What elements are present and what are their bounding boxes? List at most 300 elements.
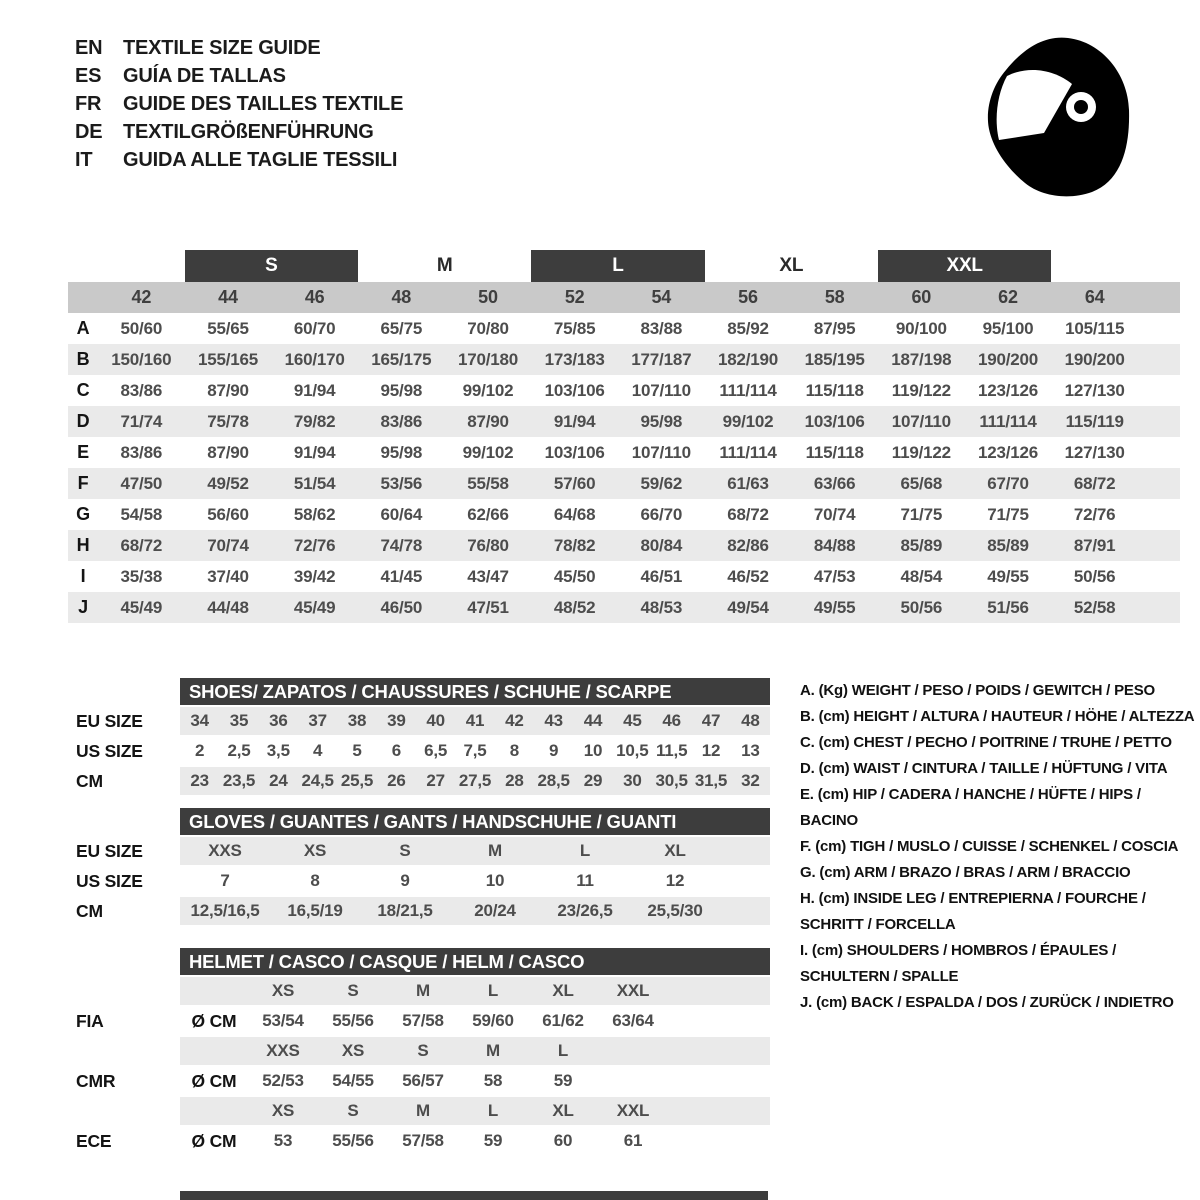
measure-value: 87/91: [1073, 535, 1116, 555]
legend-text: SHOULDERS / HOMBROS / ÉPAULES / SCHULTERN / SPALLE: [800, 942, 1117, 985]
legend-item: [800, 834, 1200, 860]
shoe-eu-size: 43: [544, 711, 563, 730]
guide-title: GUIDA ALLE TAGLIE TESSILI: [123, 149, 398, 171]
measure-value: 119/122: [891, 442, 951, 462]
helmet-size-value: 53: [273, 1131, 293, 1150]
legend-key: E. (cm): [800, 786, 849, 803]
measure-value: 107/110: [631, 380, 691, 400]
helmet-size-value: 61: [623, 1131, 643, 1150]
shoe-cm-size: 23,5: [222, 771, 256, 790]
size-band-l: L: [531, 250, 704, 282]
row-label-us-size: US SIZE: [76, 871, 143, 891]
standard-label-fia: FIA: [76, 1011, 104, 1031]
shoe-cm-size: 27: [426, 771, 445, 790]
shoe-us-size: 4: [313, 741, 323, 760]
glove-cm-size: 23/26,5: [557, 901, 613, 920]
numeric-size-header-row: [68, 282, 1180, 313]
shoe-eu-size: 37: [308, 711, 327, 730]
measure-value: 52/58: [1073, 597, 1116, 617]
measure-value: 187/198: [891, 349, 952, 369]
measure-value: 44/48: [207, 597, 249, 617]
helmet-size-value: 59: [483, 1131, 503, 1150]
measure-value: 68/72: [120, 535, 163, 555]
helmet-size-label: XXL: [616, 1101, 650, 1120]
legend-key: A. (Kg): [800, 682, 848, 699]
measure-row: [68, 375, 1180, 406]
helmet-size-label: M: [416, 1101, 430, 1120]
measure-value: 103/106: [544, 442, 605, 462]
measure-value: 79/82: [293, 411, 336, 431]
spacer: [68, 948, 180, 975]
language-row: [75, 90, 403, 118]
glove-cm-size: 18/21,5: [377, 901, 433, 920]
legend-key: I. (cm): [800, 942, 843, 959]
measure-value: 37/40: [207, 566, 249, 586]
legend-item: [800, 860, 1200, 886]
shoes-eu-row: [68, 707, 770, 735]
measure-value: 68/72: [1073, 473, 1116, 493]
measure-row-label: A: [76, 318, 90, 338]
shoe-cm-size: 32: [741, 771, 760, 790]
glove-us-size: 10: [485, 871, 505, 890]
shoe-eu-size: 38: [347, 711, 367, 730]
measure-value: 65/75: [380, 318, 423, 338]
measure-row: [68, 344, 1180, 375]
measure-value: 87/90: [207, 380, 249, 400]
spacer: [68, 1037, 180, 1065]
measure-value: 47/50: [120, 473, 163, 493]
measure-value: 48/52: [553, 597, 596, 617]
language-code: EN: [75, 37, 103, 59]
standard-label-ece: ECE: [76, 1131, 112, 1151]
legend-item: [800, 886, 1200, 938]
measure-value: 49/54: [727, 597, 769, 617]
language-code: DE: [75, 121, 103, 143]
measure-value: 160/170: [284, 349, 345, 369]
glove-eu-size: XS: [303, 841, 327, 860]
measure-value: 46/50: [380, 597, 423, 617]
measure-value: 87/90: [207, 442, 249, 462]
measure-value: 119/122: [891, 380, 951, 400]
helmet-fia-values-row: [68, 1007, 770, 1035]
measure-value: 45/49: [293, 597, 336, 617]
measure-row-label: G: [76, 504, 90, 524]
measure-row-label: B: [76, 349, 90, 369]
racing-helmet-icon: [982, 34, 1134, 202]
measure-value: 80/84: [640, 535, 683, 555]
measure-value: 70/74: [207, 535, 249, 555]
glove-cm-size: 12,5/16,5: [190, 901, 260, 920]
glove-cm-size: 20/24: [474, 901, 516, 920]
shoes-header-row: [68, 678, 770, 705]
measure-value: 99/102: [722, 411, 774, 431]
shoe-cm-size: 23: [190, 771, 209, 790]
size-band-xl: XL: [779, 255, 804, 276]
measure-value: 59/62: [640, 473, 683, 493]
size-band-m: M: [436, 255, 453, 276]
guide-title: GUÍA DE TALLAS: [123, 65, 286, 87]
helmet-size-label: M: [486, 1041, 500, 1060]
measure-value: 51/56: [987, 597, 1029, 617]
standard-label-cmr: CMR: [76, 1071, 116, 1091]
glove-eu-size: M: [488, 841, 502, 860]
numeric-size: 64: [1084, 287, 1105, 307]
shoes-section-header: SHOES/ ZAPATOS / CHAUSSURES / SCHUHE / SCARPE: [180, 678, 770, 705]
shoe-cm-size: 31,5: [694, 771, 728, 790]
helmet-ece-values-row: [68, 1127, 770, 1155]
measure-value: 127/130: [1064, 380, 1125, 400]
measure-value: 95/98: [380, 380, 423, 400]
helmet-size-label: L: [487, 1101, 499, 1120]
ece-sizes: [180, 1097, 770, 1125]
legend-item: [800, 756, 1200, 782]
measure-value: 71/75: [900, 504, 943, 524]
measure-value: 105/115: [1065, 318, 1125, 338]
measure-value: 58/62: [293, 504, 336, 524]
shoe-eu-size: 48: [741, 711, 760, 730]
measure-value: 45/50: [553, 566, 596, 586]
language-code: ES: [75, 65, 102, 87]
helmet-size-label: XS: [341, 1041, 365, 1060]
measure-row: [68, 499, 1180, 530]
shoe-eu-size: 47: [701, 711, 721, 730]
measure-value: 62/66: [467, 504, 509, 524]
row-label-cm: CM: [76, 771, 103, 791]
measure-value: 43/47: [467, 566, 509, 586]
shoe-us-size: 2: [195, 741, 205, 760]
measure-value: 173/183: [544, 349, 605, 369]
helmet-size-value: 55/56: [332, 1011, 374, 1030]
helmet-size-label: S: [347, 981, 359, 1000]
measure-value: 123/126: [977, 442, 1039, 462]
measure-row: [68, 406, 1180, 437]
legend-key: J. (cm): [800, 994, 847, 1011]
measure-value: 76/80: [467, 535, 509, 555]
row-label-eu-size: EU SIZE: [76, 841, 143, 861]
measure-value: 70/80: [467, 318, 509, 338]
measure-value: 46/52: [727, 566, 769, 586]
measure-value: 39/42: [293, 566, 336, 586]
measure-value: 91/94: [553, 411, 596, 431]
glove-cm-size: 16,5/19: [287, 901, 343, 920]
measure-value: 71/75: [987, 504, 1029, 524]
measure-value: 49/55: [987, 566, 1029, 586]
gloves-cm-values: [180, 897, 770, 925]
shoe-us-size: 12: [701, 741, 721, 760]
row-label-eu-size: EU SIZE: [76, 711, 143, 731]
cmr-sizes: [180, 1037, 770, 1065]
helmet-size-label: M: [416, 981, 430, 1000]
guide-title: TEXTILE SIZE GUIDE: [123, 37, 321, 59]
measure-value: 99/102: [462, 380, 514, 400]
size-band-row: [68, 250, 1180, 282]
measure-value: 90/100: [895, 318, 947, 338]
legend-item: [800, 782, 1200, 834]
shoe-us-size: 9: [549, 741, 559, 760]
measure-row: [68, 592, 1180, 623]
legend-key: F. (cm): [800, 838, 847, 855]
helmet-size-label: XXL: [616, 981, 650, 1000]
shoe-eu-size: 45: [623, 711, 642, 730]
glove-us-size: 7: [220, 871, 230, 890]
guide-title: TEXTILGRÖßENFÜHRUNG: [123, 121, 374, 143]
shoe-cm-size: 26: [387, 771, 406, 790]
measure-value: 35/38: [120, 566, 163, 586]
measure-value: 107/110: [631, 442, 691, 462]
helmet-size-value: 61/62: [542, 1011, 584, 1030]
shoe-cm-size: 24,5: [301, 771, 334, 790]
shoe-us-size: 10,5: [616, 741, 649, 760]
gloves-cm-row: [68, 897, 770, 925]
language-row: [75, 146, 403, 174]
measure-value: 75/85: [553, 318, 596, 338]
spacer: [68, 1097, 180, 1125]
spacer: [68, 678, 180, 705]
helmet-size-label: XL: [552, 1101, 574, 1120]
helmet-size-value: 56/57: [402, 1071, 444, 1090]
shoe-eu-size: 34: [190, 711, 209, 730]
measure-value: 95/98: [380, 442, 423, 462]
measure-row: [68, 561, 1180, 592]
measure-value: 115/118: [805, 442, 864, 462]
glove-eu-size: S: [399, 841, 411, 860]
measure-value: 150/160: [111, 349, 172, 369]
measure-value: 61/63: [727, 473, 769, 493]
shoe-cm-size: 27,5: [458, 771, 492, 790]
measure-row: [68, 468, 1180, 499]
helmet-size-value: 54/55: [332, 1071, 374, 1090]
gloves-eu-values: [180, 837, 770, 865]
legend-text: WEIGHT / PESO / POIDS / GEWITCH / PESO: [851, 682, 1156, 699]
legend-text: WAIST / CINTURA / TAILLE / HÜFTUNG / VITA: [853, 760, 1168, 777]
measure-value: 123/126: [977, 380, 1039, 400]
measure-value: 55/58: [467, 473, 509, 493]
legend-text: ARM / BRAZO / BRAS / ARM / BRACCIO: [853, 864, 1131, 881]
measure-value: 83/86: [120, 380, 163, 400]
measure-row-label: F: [77, 473, 89, 493]
measure-value: 111/114: [719, 442, 777, 462]
numeric-size: 56: [738, 287, 758, 307]
shoes-cm-row: [68, 767, 770, 795]
diameter-cm-unit: Ø CM: [191, 1010, 237, 1031]
measure-value: 72/76: [293, 535, 336, 555]
shoe-us-size: 6: [391, 741, 401, 760]
measure-value: 190/200: [977, 349, 1039, 369]
measure-value: 53/56: [380, 473, 423, 493]
fia-sizes: [180, 977, 770, 1005]
helmet-size-label: L: [557, 1041, 569, 1060]
shoes-cm-values: [180, 767, 770, 795]
measure-value: 111/114: [979, 411, 1037, 431]
helmet-size-label: XS: [271, 1101, 295, 1120]
measure-value: 99/102: [462, 442, 514, 462]
measure-value: 190/200: [1064, 349, 1125, 369]
legend-text: HEIGHT / ALTURA / HAUTEUR / HÖHE / ALTEZZA: [853, 708, 1195, 725]
numeric-size: 48: [391, 287, 412, 307]
shoes-size-section: [68, 678, 770, 797]
helmet-size-label: S: [347, 1101, 359, 1120]
measure-value: 84/88: [813, 535, 856, 555]
measure-value: 49/52: [207, 473, 249, 493]
legend-key: D. (cm): [800, 760, 850, 777]
measure-value: 107/110: [891, 411, 951, 431]
measure-value: 127/130: [1064, 442, 1125, 462]
helmet-size-value: 59: [553, 1071, 573, 1090]
measure-value: 48/54: [900, 566, 943, 586]
measure-value: 45/49: [120, 597, 163, 617]
shoes-us-values: [180, 737, 770, 765]
measure-value: 71/74: [120, 411, 163, 431]
gloves-header-row: [68, 808, 770, 835]
helmet-fia-sizes-row: [68, 977, 770, 1005]
shoe-us-size: 11,5: [655, 741, 688, 760]
shoe-cm-size: 25,5: [340, 771, 374, 790]
spacer: [68, 977, 180, 1005]
measure-value: 85/89: [987, 535, 1029, 555]
legend-text: TIGH / MUSLO / CUISSE / SCHENKEL / COSCIA: [850, 838, 1179, 855]
legend-text: BACK / ESPALDA / DOS / ZURÜCK / INDIETRO: [850, 994, 1174, 1011]
numeric-size: 44: [218, 287, 238, 307]
glove-eu-size: L: [579, 841, 591, 860]
measure-value: 50/56: [900, 597, 943, 617]
shoe-eu-size: 36: [269, 711, 288, 730]
helmet-ece-sizes-row: [68, 1097, 770, 1125]
numeric-size: 50: [478, 287, 498, 307]
measure-value: 68/72: [727, 504, 769, 524]
shoe-cm-size: 30: [623, 771, 642, 790]
numeric-size: 62: [998, 287, 1018, 307]
measure-value: 46/51: [640, 566, 683, 586]
cmr-values: [180, 1067, 770, 1095]
spacer: [68, 808, 180, 835]
helmet-size-label: L: [487, 981, 499, 1000]
legend-item: [800, 938, 1200, 990]
legend-item: [800, 730, 1200, 756]
shoe-us-size: 5: [352, 741, 362, 760]
measure-value: 111/114: [719, 380, 777, 400]
measure-value: 87/90: [467, 411, 509, 431]
measure-value: 65/68: [900, 473, 943, 493]
measure-value: 70/74: [813, 504, 856, 524]
measure-value: 56/60: [207, 504, 249, 524]
glove-eu-size: XL: [664, 841, 686, 860]
helmet-size-value: 59/60: [472, 1011, 514, 1030]
measure-value: 95/100: [982, 318, 1034, 338]
glove-cm-size: 25,5/30: [647, 901, 703, 920]
legend-item: [800, 678, 1200, 704]
measure-value: 87/95: [813, 318, 856, 338]
measure-row-label: C: [76, 380, 90, 400]
helmet-size-value: 63/64: [612, 1011, 654, 1030]
measure-value: 72/76: [1073, 504, 1116, 524]
shoe-eu-size: 46: [662, 711, 681, 730]
measure-value: 170/180: [457, 349, 519, 369]
measure-value: 115/119: [1065, 411, 1124, 431]
legend-key: G. (cm): [800, 864, 851, 881]
measure-value: 47/51: [467, 597, 509, 617]
shoes-us-row: [68, 737, 770, 765]
helmet-cmr-sizes-row: [68, 1037, 770, 1065]
shoe-eu-size: 42: [505, 711, 524, 730]
measure-value: 85/89: [900, 535, 943, 555]
gloves-eu-row: [68, 837, 770, 865]
helmet-header-row: [68, 948, 770, 975]
measure-value: 185/195: [804, 349, 865, 369]
numeric-size: 52: [564, 287, 585, 307]
measure-row-label: E: [77, 442, 89, 462]
measure-value: 95/98: [640, 411, 683, 431]
measure-value: 60/64: [380, 504, 423, 524]
helmet-size-label: S: [417, 1041, 429, 1060]
numeric-size: 46: [304, 287, 325, 307]
numeric-size: 54: [651, 287, 672, 307]
glove-us-size: 12: [665, 871, 685, 890]
gloves-us-row: [68, 867, 770, 895]
shoe-us-size: 7,5: [463, 741, 487, 760]
shoe-us-size: 10: [583, 741, 603, 760]
measure-value: 67/70: [987, 473, 1029, 493]
shoe-us-size: 3,5: [266, 741, 290, 760]
measure-row-label: H: [76, 535, 90, 555]
measure-row: [68, 313, 1180, 344]
measure-row-label: J: [78, 597, 88, 617]
helmet-cmr-values-row: [68, 1067, 770, 1095]
measure-value: 55/65: [207, 318, 249, 338]
guide-title: GUIDE DES TAILLES TEXTILE: [123, 93, 404, 115]
helmet-size-value: 57/58: [402, 1131, 444, 1150]
helmet-size-value: 57/58: [402, 1011, 444, 1030]
shoe-eu-size: 39: [387, 711, 406, 730]
measure-value: 115/118: [805, 380, 864, 400]
helmet-section-header: HELMET / CASCO / CASQUE / HELM / CASCO: [180, 948, 770, 975]
shoe-us-size: 13: [741, 741, 760, 760]
measure-value: 83/88: [640, 318, 683, 338]
helmet-size-value: 53/54: [262, 1011, 304, 1030]
measure-value: 49/55: [813, 597, 856, 617]
fia-values: [180, 1007, 770, 1035]
measure-value: 82/86: [727, 535, 769, 555]
legend-key: H. (cm): [800, 890, 850, 907]
helmet-size-section: [68, 948, 770, 1157]
row-label-us-size: US SIZE: [76, 741, 143, 761]
language-row: [75, 34, 403, 62]
measure-value: 103/106: [804, 411, 865, 431]
helmet-size-label: XL: [552, 981, 574, 1000]
measure-value: 74/78: [380, 535, 423, 555]
measure-value: 47/53: [813, 566, 856, 586]
measurement-legend: [800, 678, 1200, 1016]
numeric-size: 60: [911, 287, 932, 307]
diameter-cm-unit: Ø CM: [191, 1070, 237, 1091]
glove-us-size: 9: [400, 871, 410, 890]
helmet-size-value: 60: [553, 1131, 573, 1150]
legend-text: CHEST / PECHO / POITRINE / TRUHE / PETTO: [853, 734, 1172, 751]
measure-value: 83/86: [120, 442, 163, 462]
shoe-cm-size: 29: [583, 771, 603, 790]
size-band-s: S: [185, 250, 358, 282]
measure-value: 177/187: [631, 349, 692, 369]
shoe-eu-size: 41: [465, 711, 485, 730]
language-title-block: [75, 34, 403, 174]
helmet-size-label: XS: [271, 981, 295, 1000]
cropped-bottom-section-bar: [180, 1191, 768, 1200]
measure-row-label: D: [76, 411, 90, 431]
legend-key: C. (cm): [800, 734, 850, 751]
measure-value: 75/78: [207, 411, 249, 431]
language-code: IT: [75, 149, 93, 171]
glove-eu-size: XXS: [208, 841, 242, 860]
shoe-cm-size: 28,5: [537, 771, 570, 790]
